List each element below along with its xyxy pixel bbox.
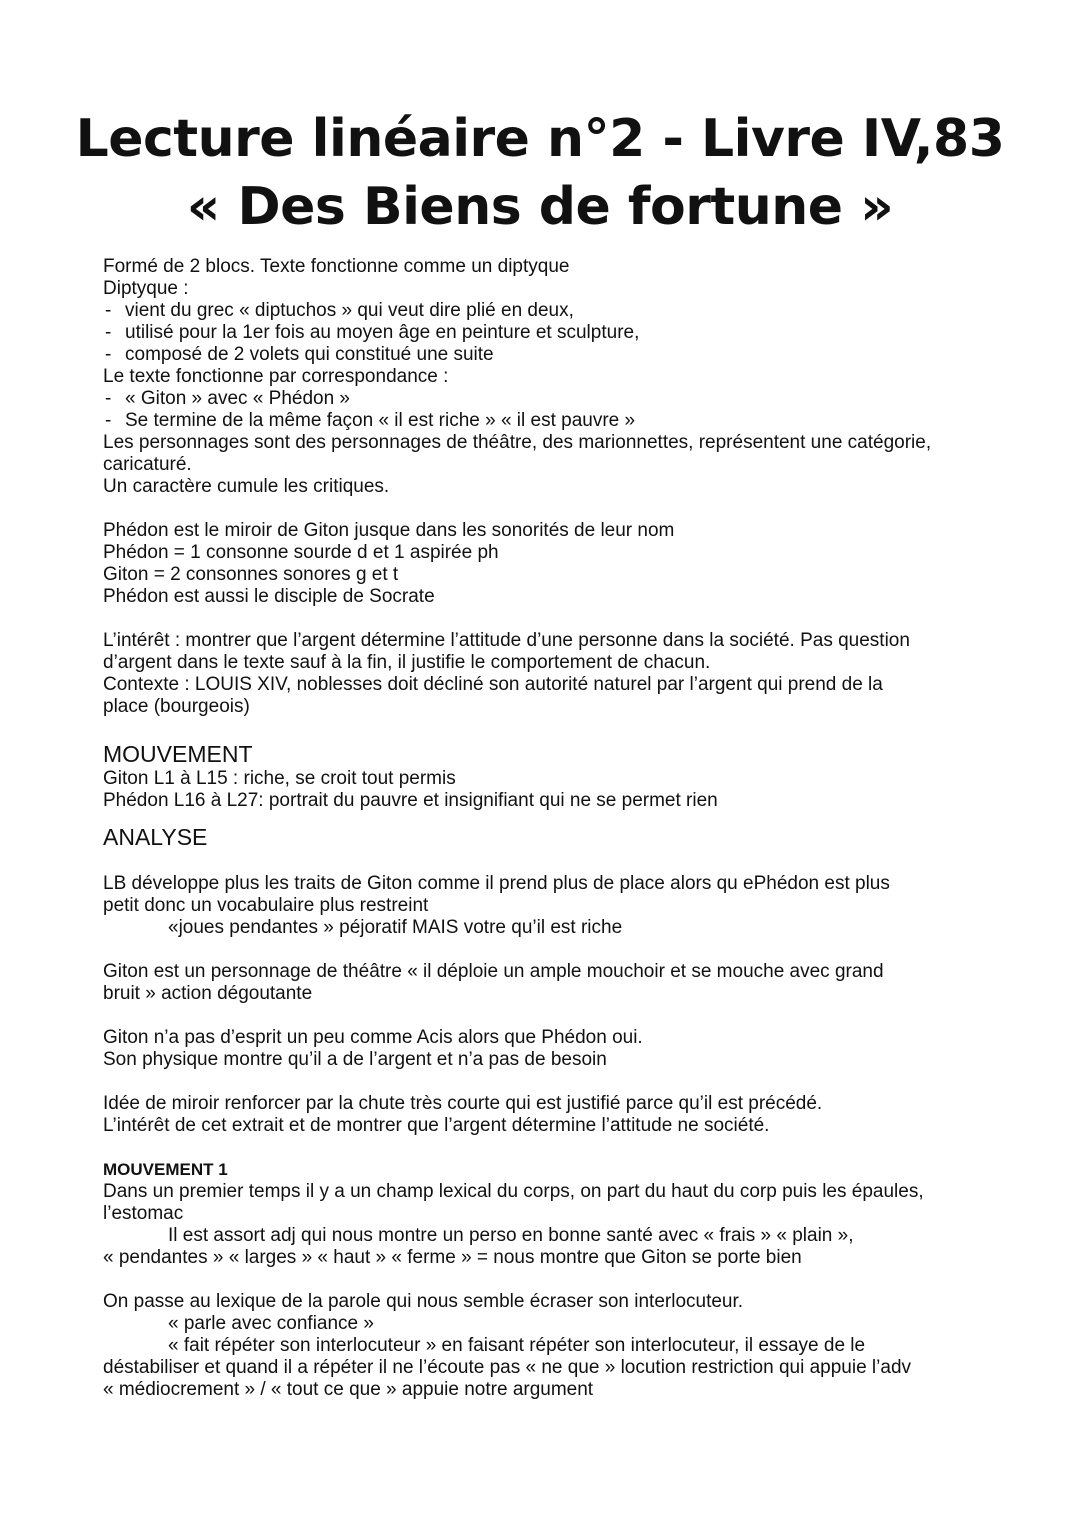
paragraph-line: «joues pendantes » péjoratif MAIS votre qu’il est riche (168, 917, 623, 938)
paragraph-line: L’intérêt : montrer que l’argent détermine l’attitude d’une personne dans la société. Pas question (103, 630, 910, 651)
paragraph-gap (103, 1137, 1003, 1159)
section-heading-mouvement-1: MOUVEMENT 1 (103, 1160, 228, 1179)
paragraph-line: Giton est un personnage de théâtre « il déploie un ample mouchoir et se mouche avec grand (103, 961, 884, 982)
paragraph-line: Giton = 2 consonnes sonores g et t (103, 564, 399, 585)
paragraph-line: Phédon est le miroir de Giton jusque dans les sonorités de leur nom (103, 520, 675, 541)
paragraph-line: L’intérêt de cet extrait et de montrer que l’argent détermine l’attitude ne société. (103, 1115, 770, 1136)
paragraph-line: Giton L1 à L15 : riche, se croit tout permis (103, 768, 456, 789)
paragraph-line: Phédon est aussi le disciple de Socrate (103, 586, 435, 607)
list-item: - vient du grec « diptuchos » qui veut dire plié en deux, (103, 300, 1003, 322)
paragraph-line: d’argent dans le texte sauf à la fin, il justifie le comportement de chacun. (103, 652, 711, 673)
intro-line: Un caractère cumule les critiques. (103, 476, 390, 497)
intro-line: Le texte fonctionne par correspondance : (103, 366, 449, 387)
paragraph-line: Il est assort adj qui nous montre un perso en bonne santé avec « frais » « plain », (168, 1225, 854, 1246)
intro-line: Diptyque : (103, 278, 189, 299)
paragraph-line: bruit » action dégoutante (103, 983, 313, 1004)
paragraph-line: l’estomac (103, 1203, 184, 1224)
paragraph-line: place (bourgeois) (103, 696, 250, 717)
document-title-line-1: Lecture linéaire n°2 - Livre IV,83 (75, 109, 1005, 169)
intro-line: Les personnages sont des personnages de théâtre, des marionnettes, représentent une catégorie, (103, 432, 932, 453)
document-body (103, 256, 1003, 1401)
paragraph-gap (103, 1005, 1003, 1027)
paragraph-line: Phédon L16 à L27: portrait du pauvre et insignifiant qui ne se permet rien (103, 790, 718, 811)
section-heading-mouvement: MOUVEMENT (103, 741, 253, 767)
paragraph-gap (103, 1071, 1003, 1093)
paragraph-line: LB développe plus les traits de Giton comme il prend plus de place alors qu ePhédon est plus (103, 873, 890, 894)
paragraph-gap (103, 812, 1003, 823)
paragraph-line: « fait répéter son interlocuteur » en faisant répéter son interlocuteur, il essaye de le (168, 1335, 866, 1356)
paragraph-line: déstabiliser et quand il a répéter il ne l’écoute pas « ne que » locution restriction qui appuie l’adv (103, 1357, 912, 1378)
paragraph-gap (103, 1269, 1003, 1291)
document-title-line-2: « Des Biens de fortune » (186, 177, 894, 237)
paragraph-gap (103, 851, 1003, 873)
list-item: - Se termine de la même façon « il est riche » « il est pauvre » (103, 410, 1003, 432)
paragraph-line: « pendantes » « larges » « haut » « ferme » = nous montre que Giton se porte bien (103, 1247, 802, 1268)
paragraph-line: On passe au lexique de la parole qui nous semble écraser son interlocuteur. (103, 1291, 744, 1312)
paragraph-gap (103, 498, 1003, 520)
paragraph-line: Giton n’a pas d’esprit un peu comme Acis alors que Phédon oui. (103, 1027, 643, 1048)
paragraph-gap (103, 718, 1003, 740)
paragraph-line: Phédon = 1 consonne sourde d et 1 aspirée ph (103, 542, 499, 563)
section-heading-analyse: ANALYSE (103, 824, 208, 850)
paragraph-line: « parle avec confiance » (168, 1313, 374, 1334)
paragraph-line: Idée de miroir renforcer par la chute très courte qui est justifié parce qu’il est précédé. (103, 1093, 823, 1114)
paragraph-line: Dans un premier temps il y a un champ lexical du corps, on part du haut du corp puis les épaules, (103, 1181, 924, 1202)
paragraph-line: petit donc un vocabulaire plus restreint (103, 895, 429, 916)
paragraph-gap (103, 939, 1003, 961)
paragraph-line: Son physique montre qu’il a de l’argent et n’a pas de besoin (103, 1049, 607, 1070)
paragraph-line: « médiocrement » / « tout ce que » appuie notre argument (103, 1379, 594, 1400)
paragraph-gap (103, 608, 1003, 630)
intro-line: caricaturé. (103, 454, 192, 475)
paragraph-line: Contexte : LOUIS XIV, noblesses doit décliné son autorité naturel par l’argent qui prend de la (103, 674, 883, 695)
list-item: - composé de 2 volets qui constitué une suite (103, 344, 1003, 366)
intro-line: Formé de 2 blocs. Texte fonctionne comme un diptyque (103, 256, 570, 277)
list-item: - « Giton » avec « Phédon » (103, 388, 1003, 410)
list-item: - utilisé pour la 1er fois au moyen âge en peinture et sculpture, (103, 322, 1003, 344)
